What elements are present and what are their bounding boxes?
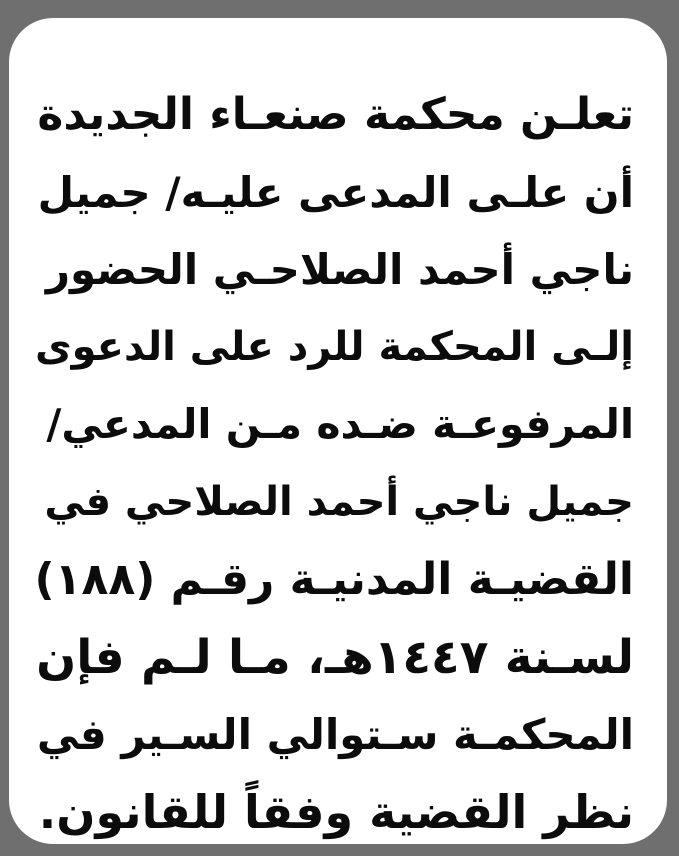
notice-card bbox=[9, 18, 667, 844]
notice-line-1: تعلـن محكمة صنعـاء الجديدة bbox=[37, 89, 634, 140]
notice-line-4: إلـى المحكمة للرد على الدعوى bbox=[34, 323, 634, 370]
notice-line-3: ناجي أحمد الصلاحـي الحضور bbox=[45, 245, 634, 294]
notice-line-10: نظر القضية وفقاً للقانون. bbox=[38, 784, 634, 839]
notice-line-5: المرفوعـة ضـده مـن المدعي/ bbox=[46, 400, 634, 448]
notice-line-7: القضيـة المدنيـة رقـم (١٨٨) bbox=[34, 554, 634, 605]
notice-line-6: جميل ناجي أحمد الصلاحي في bbox=[44, 478, 634, 525]
notice-line-9: المحكمـة سـتوالي السـير في bbox=[36, 710, 634, 759]
notice-line-8: لسـنة ١٤٤٧هـ، مـا لـم فإن bbox=[36, 629, 634, 685]
notice-line-2: أن علـى المدعى عليـه/ جميل bbox=[37, 167, 634, 217]
notice-text bbox=[34, 76, 634, 851]
